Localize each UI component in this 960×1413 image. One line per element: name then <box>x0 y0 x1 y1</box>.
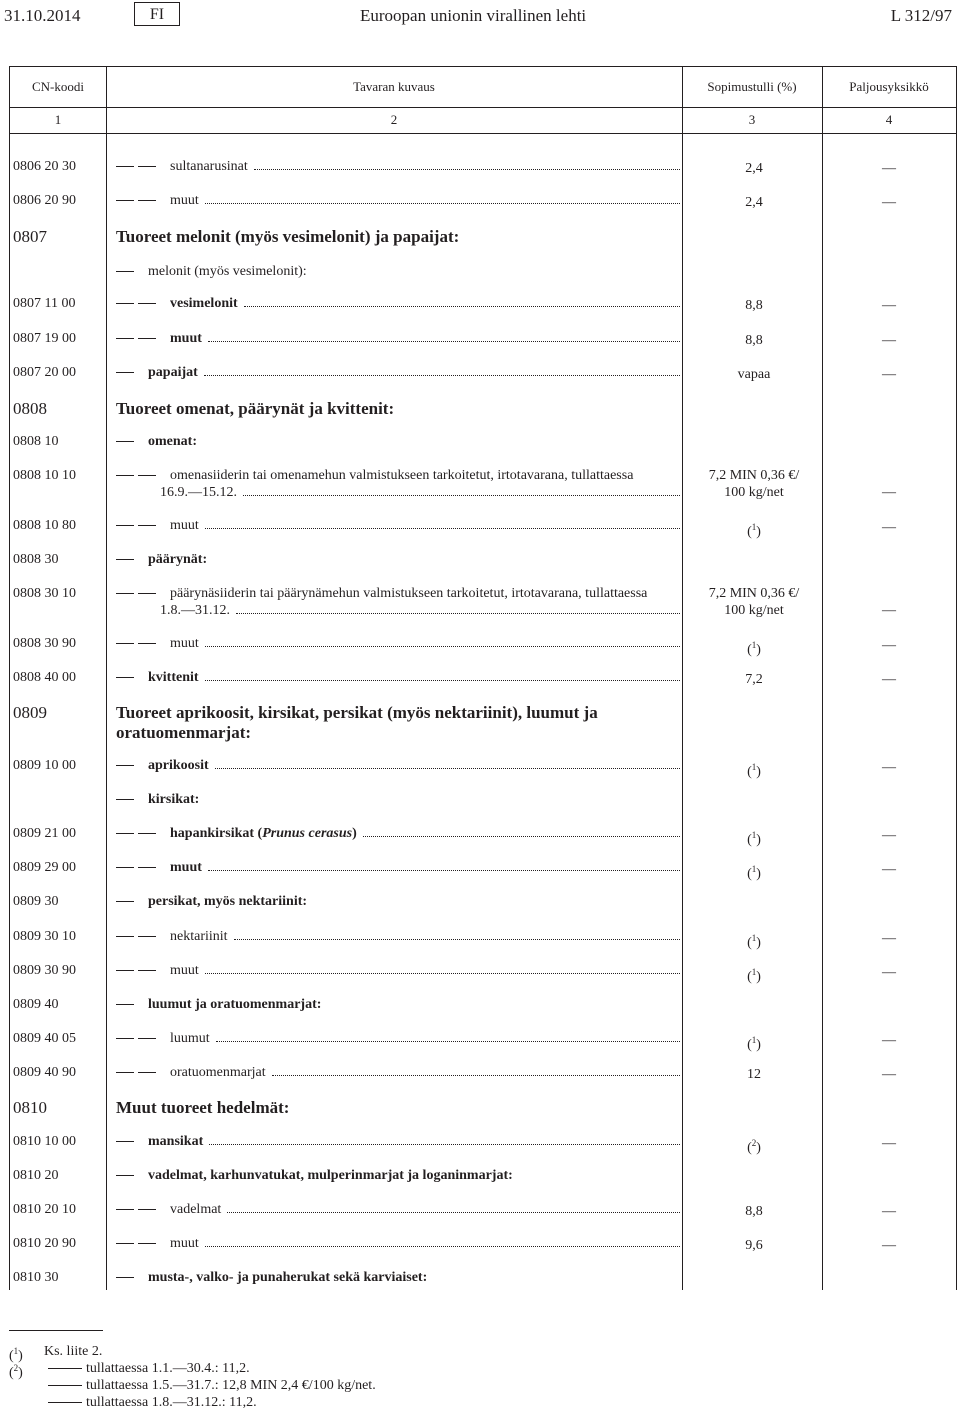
quantity-unit: — <box>882 520 896 535</box>
footnote-line: tullattaessa 1.1.—30.4.: 11,2. <box>44 1360 250 1377</box>
indent-dash <box>116 677 134 678</box>
indent-dash <box>116 338 134 339</box>
duty-rate: vapaa <box>737 367 771 382</box>
description-text: päärynäsiiderin tai päärynämehun valmistukseen tarkoitetut, irtotavarana, tullattaessa <box>170 586 648 601</box>
cn-code: 0810 <box>13 1098 47 1117</box>
dot-leader <box>209 1143 680 1145</box>
indent-dash <box>138 936 156 937</box>
description-text: Tuoreet melonit (myös vesimelonit) ja papaijat: <box>116 227 460 246</box>
indent-dash <box>138 1072 156 1073</box>
description-text: oratuomenmarjat <box>170 1065 266 1080</box>
cn-code: 0809 30 <box>13 894 59 909</box>
tariff-table <box>9 66 957 1290</box>
goods-description <box>116 757 682 774</box>
goods-description <box>116 551 682 568</box>
indent-dash <box>116 901 134 902</box>
description-text: omenasiiderin tai omenamehun valmistukseen tarkoitetut, irtotavarana, tullattaessa <box>170 468 634 483</box>
duty-rate: 2,4 <box>745 161 763 176</box>
indent-dash <box>138 643 156 644</box>
column-number: 3 <box>748 112 756 127</box>
dot-leader <box>243 494 680 496</box>
goods-description <box>116 1064 682 1081</box>
goods-description <box>116 859 682 876</box>
indent-dash <box>138 593 156 594</box>
indent-dash <box>116 166 134 167</box>
dot-leader <box>227 1211 680 1213</box>
goods-description <box>116 517 682 534</box>
cn-code: 0808 40 00 <box>13 670 76 685</box>
quantity-unit: — <box>882 367 896 382</box>
indent-dash <box>116 1038 134 1039</box>
cn-code: 0810 30 <box>13 1270 59 1285</box>
cn-code: 0807 19 00 <box>13 331 76 346</box>
description-text: musta-, valko- ja punaherukat sekä karviaiset: <box>148 1270 428 1285</box>
dot-leader <box>254 168 680 170</box>
goods-description <box>116 399 682 419</box>
cn-code: 0808 <box>13 399 47 418</box>
goods-description <box>116 295 682 312</box>
indent-dash <box>116 372 134 373</box>
column-divider <box>682 67 683 1290</box>
quantity-unit: — <box>882 862 896 877</box>
description-text: päärynät: <box>148 552 208 567</box>
description-text: Tuoreet omenat, päärynät ja kvittenit: <box>116 399 395 418</box>
dot-leader <box>205 1245 680 1247</box>
goods-description <box>116 962 682 979</box>
goods-description <box>116 893 682 910</box>
duty-rate: ($^1$) <box>747 1035 761 1053</box>
quantity-unit: — <box>882 485 896 500</box>
indent-dash <box>116 271 134 272</box>
dot-leader <box>216 1040 680 1042</box>
cn-code: 0809 <box>13 703 47 722</box>
indent-dash <box>138 200 156 201</box>
duty-rate: 9,6 <box>745 1238 763 1253</box>
footnote-line: tullattaessa 1.5.—31.7.: 12,8 MIN 2,4 €/100 kg/net. <box>44 1377 376 1394</box>
quantity-unit: — <box>882 1204 896 1219</box>
dot-leader <box>205 645 680 647</box>
goods-description <box>116 703 682 723</box>
description-text: vadelmat, karhunvatukat, mulperinmarjat ja loganinmarjat: <box>148 1168 513 1183</box>
cn-code: 0808 10 <box>13 434 59 449</box>
description-text: kirsikat: <box>148 792 200 807</box>
description-text: persikat, myös nektariinit: <box>148 894 308 909</box>
header-unit: Paljousyksikkö <box>849 79 929 94</box>
quantity-unit: — <box>882 672 896 687</box>
page-header <box>0 0 960 40</box>
dot-leader <box>236 612 680 614</box>
goods-description <box>116 1201 682 1218</box>
goods-description <box>116 158 682 175</box>
page-reference: L 312/97 <box>890 6 952 25</box>
description-text: vadelmat <box>170 1202 222 1217</box>
goods-description <box>116 635 682 652</box>
indent-dash <box>116 936 134 937</box>
cn-code: 0809 30 10 <box>13 929 76 944</box>
duty-rate: 2,4 <box>745 195 763 210</box>
quantity-unit: — <box>882 603 896 618</box>
indent-dash <box>138 867 156 868</box>
dot-leader <box>234 938 680 940</box>
indent-dash <box>138 1209 156 1210</box>
column-number: 2 <box>390 112 398 127</box>
footnote-marker: ($^1$) <box>9 1346 23 1364</box>
description-text: hapankirsikat (Prunus cerasus) <box>170 826 357 841</box>
cn-code: 0807 20 00 <box>13 365 76 380</box>
header-cn-code: CN-koodi <box>32 79 84 94</box>
goods-description <box>116 1133 682 1150</box>
indent-dash <box>138 1038 156 1039</box>
indent-dash <box>116 559 134 560</box>
quantity-unit: — <box>882 931 896 946</box>
cn-code: 0808 30 <box>13 552 59 567</box>
quantity-unit: — <box>882 1238 896 1253</box>
duty-rate: 8,8 <box>745 333 763 348</box>
goods-description <box>116 585 682 602</box>
goods-description <box>116 1167 682 1184</box>
goods-description <box>116 928 682 945</box>
duty-rate: 7,2 MIN 0,36 €/ 100 kg/net <box>708 468 800 500</box>
cn-code: 0806 20 90 <box>13 193 76 208</box>
description-text: melonit (myös vesimelonit): <box>148 264 307 279</box>
indent-dash <box>138 525 156 526</box>
goods-description <box>116 825 682 842</box>
dot-leader <box>205 679 680 681</box>
goods-description <box>116 1030 682 1047</box>
dot-leader <box>215 767 680 769</box>
dot-leader <box>244 305 680 307</box>
duty-rate: 7,2 MIN 0,36 €/ 100 kg/net <box>708 586 800 618</box>
indent-dash <box>116 799 134 800</box>
indent-dash <box>116 970 134 971</box>
description-text: Muut tuoreet hedelmät: <box>116 1098 290 1117</box>
indent-dash <box>116 1277 134 1278</box>
header-duty-rate: Sopimustulli (%) <box>707 79 797 94</box>
duty-rate: 7,2 <box>745 672 763 687</box>
indent-dash <box>138 475 156 476</box>
indent-dash <box>116 867 134 868</box>
indent-dash <box>116 200 134 201</box>
description-text: muut <box>170 860 202 875</box>
indent-dash <box>116 441 134 442</box>
duty-rate: 8,8 <box>745 298 763 313</box>
footnote-marker: ($^2$) <box>9 1363 23 1381</box>
dot-leader <box>208 869 680 871</box>
description-text: muut <box>170 1236 199 1251</box>
indent-dash <box>116 1072 134 1073</box>
duty-rate: ($^1$) <box>747 864 761 882</box>
header-divider <box>10 133 956 134</box>
footnote-line: tullattaessa 1.8.—31.12.: 11,2. <box>44 1394 257 1411</box>
quantity-unit: — <box>882 333 896 348</box>
description-text: muut <box>170 518 199 533</box>
quantity-unit: — <box>882 638 896 653</box>
goods-description <box>116 791 682 808</box>
cn-code: 0809 40 05 <box>13 1031 76 1046</box>
duty-rate: ($^1$) <box>747 830 761 848</box>
goods-description <box>116 1235 682 1252</box>
column-number: 4 <box>885 112 893 127</box>
indent-dash <box>116 593 134 594</box>
indent-dash <box>116 833 134 834</box>
indent-dash <box>116 1004 134 1005</box>
cn-code: 0810 20 10 <box>13 1202 76 1217</box>
dot-leader <box>205 972 680 974</box>
publication-date: 31.10.2014 <box>4 6 81 25</box>
description-text: luumut <box>170 1031 210 1046</box>
description-text: nektariinit <box>170 929 228 944</box>
cn-code: 0810 20 <box>13 1168 59 1183</box>
cn-code: 0808 30 90 <box>13 636 76 651</box>
description-text: muut <box>170 963 199 978</box>
quantity-unit: — <box>882 828 896 843</box>
header-divider <box>10 107 956 108</box>
description-continuation <box>116 723 682 743</box>
description-text: papaijat <box>148 365 198 380</box>
description-text: oratuomenmarjat: <box>116 723 252 742</box>
indent-dash <box>138 1243 156 1244</box>
cn-code: 0807 11 00 <box>13 296 76 311</box>
cn-code: 0808 10 10 <box>13 468 76 483</box>
description-text: muut <box>170 636 199 651</box>
quantity-unit: — <box>882 298 896 313</box>
cn-code: 0806 20 30 <box>13 159 76 174</box>
dot-leader <box>204 374 680 376</box>
goods-description <box>116 669 682 686</box>
footnote-rule <box>9 1330 103 1331</box>
description-text: luumut ja oratuomenmarjat: <box>148 997 322 1012</box>
indent-dash <box>116 765 134 766</box>
description-text: muut <box>170 331 202 346</box>
description-text: mansikat <box>148 1134 204 1149</box>
indent-dash <box>138 338 156 339</box>
indent-dash <box>116 525 134 526</box>
quantity-unit: — <box>882 760 896 775</box>
indent-dash <box>138 970 156 971</box>
quantity-unit: — <box>882 1033 896 1048</box>
indent-dash <box>116 475 134 476</box>
quantity-unit: — <box>882 195 896 210</box>
duty-rate: ($^1$) <box>747 967 761 985</box>
cn-code: 0809 21 00 <box>13 826 76 841</box>
header-description: Tavaran kuvaus <box>353 79 435 94</box>
quantity-unit: — <box>882 1136 896 1151</box>
duty-rate: ($^1$) <box>747 522 761 540</box>
goods-description <box>116 192 682 209</box>
cn-code: 0809 10 00 <box>13 758 76 773</box>
duty-rate: ($^1$) <box>747 933 761 951</box>
description-continuation <box>160 484 682 501</box>
indent-dash <box>116 1209 134 1210</box>
description-text: 16.9.—15.12. <box>160 485 237 500</box>
duty-rate: 8,8 <box>745 1204 763 1219</box>
goods-description <box>116 1098 682 1118</box>
footnote-text: Ks. liite 2. <box>44 1344 103 1359</box>
description-continuation <box>160 602 682 619</box>
column-divider <box>106 67 107 1290</box>
goods-description <box>116 467 682 484</box>
goods-description <box>116 330 682 347</box>
cn-code: 0810 10 00 <box>13 1134 76 1149</box>
cn-code: 0808 10 80 <box>13 518 76 533</box>
duty-rate: 12 <box>747 1067 761 1082</box>
indent-dash <box>116 1175 134 1176</box>
indent-dash <box>138 833 156 834</box>
description-text: 1.8.—31.12. <box>160 603 230 618</box>
journal-title: Euroopan unionin virallinen lehti <box>360 6 587 25</box>
cn-code: 0810 20 90 <box>13 1236 76 1251</box>
goods-description <box>116 263 682 280</box>
goods-description <box>116 996 682 1013</box>
cn-code: 0809 30 90 <box>13 963 76 978</box>
description-text: omenat: <box>148 434 197 449</box>
language-badge: FI <box>134 2 180 26</box>
indent-dash <box>138 166 156 167</box>
cn-code: 0809 40 <box>13 997 59 1012</box>
duty-rate: ($^2$) <box>747 1138 761 1156</box>
description-text: kvittenit <box>148 670 199 685</box>
goods-description <box>116 1269 682 1286</box>
indent-dash <box>116 303 134 304</box>
indent-dash <box>138 303 156 304</box>
cn-code: 0807 <box>13 227 47 246</box>
indent-dash <box>116 1141 134 1142</box>
dot-leader <box>208 340 680 342</box>
dot-leader <box>363 835 680 837</box>
duty-rate: ($^1$) <box>747 640 761 658</box>
indent-dash <box>116 1243 134 1244</box>
description-text: aprikoosit <box>148 758 209 773</box>
cn-code: 0809 29 00 <box>13 860 76 875</box>
quantity-unit: — <box>882 161 896 176</box>
quantity-unit: — <box>882 965 896 980</box>
description-text: vesimelonit <box>170 296 238 311</box>
goods-description <box>116 364 682 381</box>
quantity-unit: — <box>882 1067 896 1082</box>
goods-description <box>116 227 682 247</box>
dot-leader <box>205 202 680 204</box>
description-text: muut <box>170 193 199 208</box>
description-text: Tuoreet aprikoosit, kirsikat, persikat (myös nektariinit), luumut ja <box>116 703 598 722</box>
duty-rate: ($^1$) <box>747 762 761 780</box>
cn-code: 0809 40 90 <box>13 1065 76 1080</box>
description-text: sultanarusinat <box>170 159 248 174</box>
cn-code: 0808 30 10 <box>13 586 76 601</box>
dot-leader <box>205 527 680 529</box>
dot-leader <box>272 1074 680 1076</box>
column-number: 1 <box>54 112 62 127</box>
goods-description <box>116 433 682 450</box>
indent-dash <box>116 643 134 644</box>
